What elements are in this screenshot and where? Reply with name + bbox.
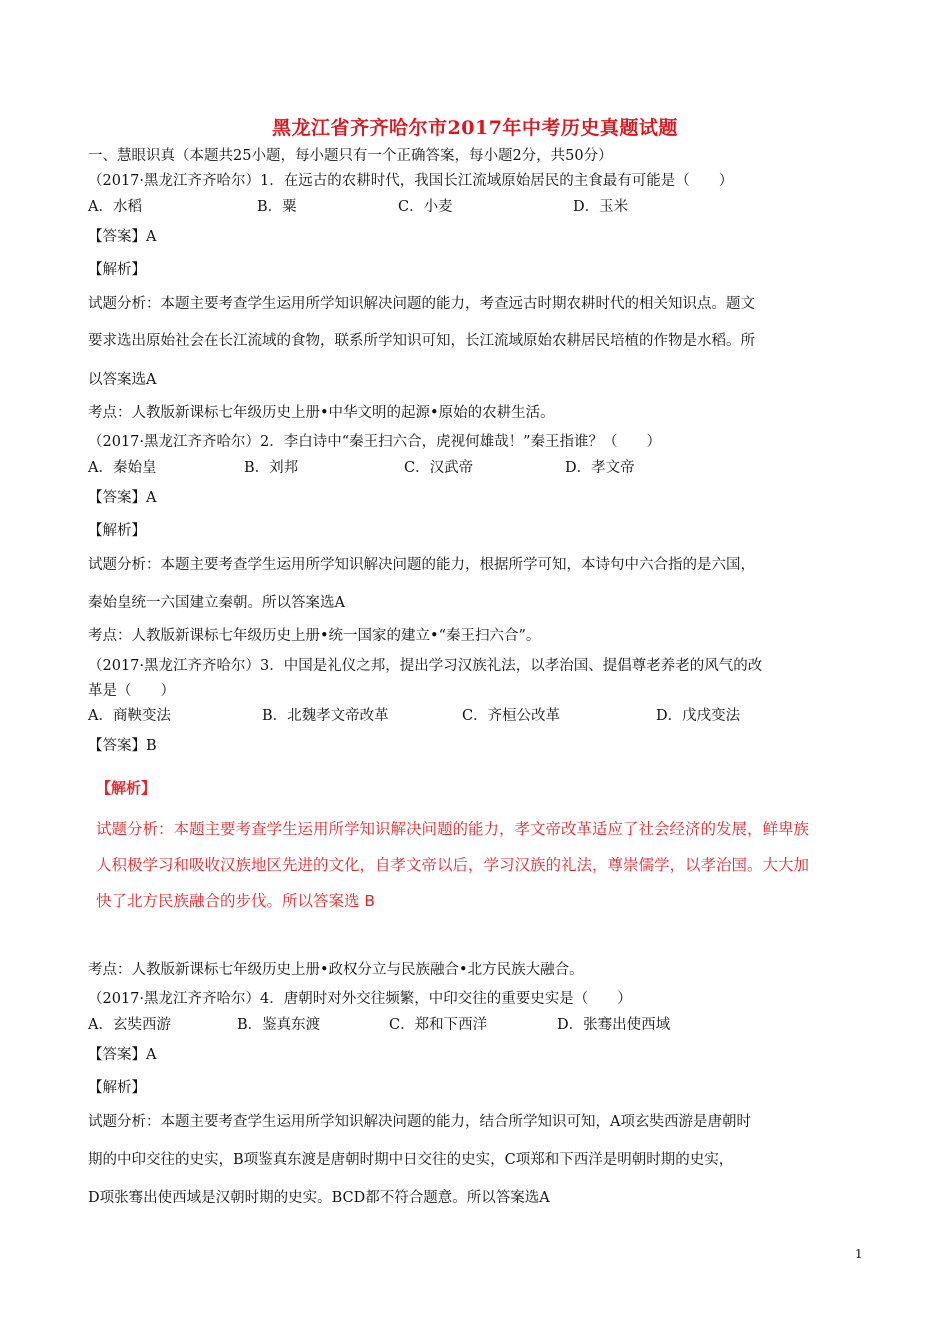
question-3-stem-line-1: （2017·黑龙江齐齐哈尔）3．中国是礼仪之邦，提出学习汉族礼法，以孝治国、提倡尊老养老的风气的改: [88, 658, 763, 674]
q1-analysis-line-2: 要求选出原始社会在长江流域的食物，联系所学知识可知，长江流域原始农耕居民培植的作物是水稻。所: [88, 333, 755, 349]
q3-option-c: C．齐桓公改革: [462, 708, 561, 724]
q2-analysis-line-2: 秦始皇统一六国建立秦朝。所以答案选A: [88, 595, 345, 611]
question-3-stem-line-2: 革是（ ）: [88, 683, 175, 699]
q4-option-a: A．玄奘西游: [88, 1017, 171, 1033]
page-number: 1: [855, 1247, 863, 1261]
q3-analysis-line-2: 人积极学习和吸收汉族地区先进的文化，自孝文帝以后，学习汉族的礼法，尊崇儒学，以孝治国。大大加: [96, 856, 810, 874]
q2-option-c: C．汉武帝: [404, 460, 474, 476]
q1-analysis-line-3: 以答案选A: [88, 372, 157, 388]
q3-kaodian: 考点：人教版新课标七年级历史上册•政权分立与民族融合•北方民族大融合。: [88, 962, 584, 978]
q3-option-b: B．北魏孝文帝改革: [262, 708, 389, 724]
q2-option-b: B．刘邦: [244, 460, 299, 476]
q2-option-d: D．孝文帝: [565, 460, 635, 476]
q3-option-d: D．戊戌变法: [656, 708, 741, 724]
q2-analysis-line-1: 试题分析：本题主要考查学生运用所学知识解决问题的能力，根据所学可知，本诗句中六合指的是六国，: [88, 557, 755, 573]
q3-option-a: A．商鞅变法: [88, 708, 171, 724]
q1-analysis-line-1: 试题分析：本题主要考查学生运用所学知识解决问题的能力，考查远古时期农耕时代的相关知识点。题文: [88, 296, 755, 312]
q4-analysis-label: 【解析】: [88, 1080, 146, 1096]
q1-option-b: B．粟: [257, 199, 297, 215]
q4-analysis-line-1: 试题分析：本题主要考查学生运用所学知识解决问题的能力，结合所学知识可知，A项玄奘西游是唐朝时: [88, 1114, 751, 1130]
page-title: 黑龙江省齐齐哈尔市2017年中考历史真题试题: [272, 117, 678, 139]
question-1-stem: （2017·黑龙江齐齐哈尔）1．在远古的农耕时代，我国长江流域原始居民的主食最有可能是（ ）: [88, 173, 734, 189]
q3-analysis-line-1: 试题分析：本题主要考查学生运用所学知识解决问题的能力，孝文帝改革适应了社会经济的发展，鲜卑族: [96, 820, 810, 838]
q1-option-d: D．玉米: [573, 199, 629, 215]
q2-option-a: A．秦始皇: [88, 460, 157, 476]
q4-option-d: D．张骞出使西域: [557, 1017, 671, 1033]
q4-option-b: B．鉴真东渡: [237, 1017, 321, 1033]
q2-kaodian: 考点：人教版新课标七年级历史上册•统一国家的建立•“秦王扫六合”。: [88, 628, 541, 644]
q2-analysis-label: 【解析】: [88, 523, 146, 539]
q1-answer: 【答案】A: [88, 229, 157, 245]
q1-option-c: C．小麦: [398, 199, 453, 215]
q3-answer: 【答案】B: [88, 738, 157, 754]
q1-analysis-label: 【解析】: [88, 262, 146, 278]
q4-analysis-line-3: D项张骞出使西域是汉朝时期的史实。BCD都不符合题意。所以答案选A: [88, 1190, 550, 1206]
q3-analysis-line-3: 快了北方民族融合的步伐。所以答案选 B: [96, 892, 376, 910]
q1-option-a: A．水稻: [88, 199, 142, 215]
question-2-stem: （2017·黑龙江齐齐哈尔）2．李白诗中“秦王扫六合，虎视何雄哉！”秦王指谁？（ ）: [88, 434, 662, 450]
q1-kaodian: 考点：人教版新课标七年级历史上册•中华文明的起源•原始的农耕生活。: [88, 405, 555, 421]
q3-analysis-label: 【解析】: [96, 779, 157, 797]
section-heading: 一、慧眼识真（本题共25小题，每小题只有一个正确答案，每小题2分，共50分）: [88, 148, 613, 164]
question-4-stem: （2017·黑龙江齐齐哈尔）4．唐朝时对外交往频繁，中印交往的重要史实是（ ）: [88, 991, 632, 1007]
q4-option-c: C．郑和下西洋: [389, 1017, 488, 1033]
q4-analysis-line-2: 期的中印交往的史实，B项鉴真东渡是唐朝时期中日交往的史实，C项郑和下西洋是明朝时期的史实，: [88, 1152, 734, 1168]
q2-answer: 【答案】A: [88, 490, 157, 506]
q4-answer: 【答案】A: [88, 1047, 157, 1063]
